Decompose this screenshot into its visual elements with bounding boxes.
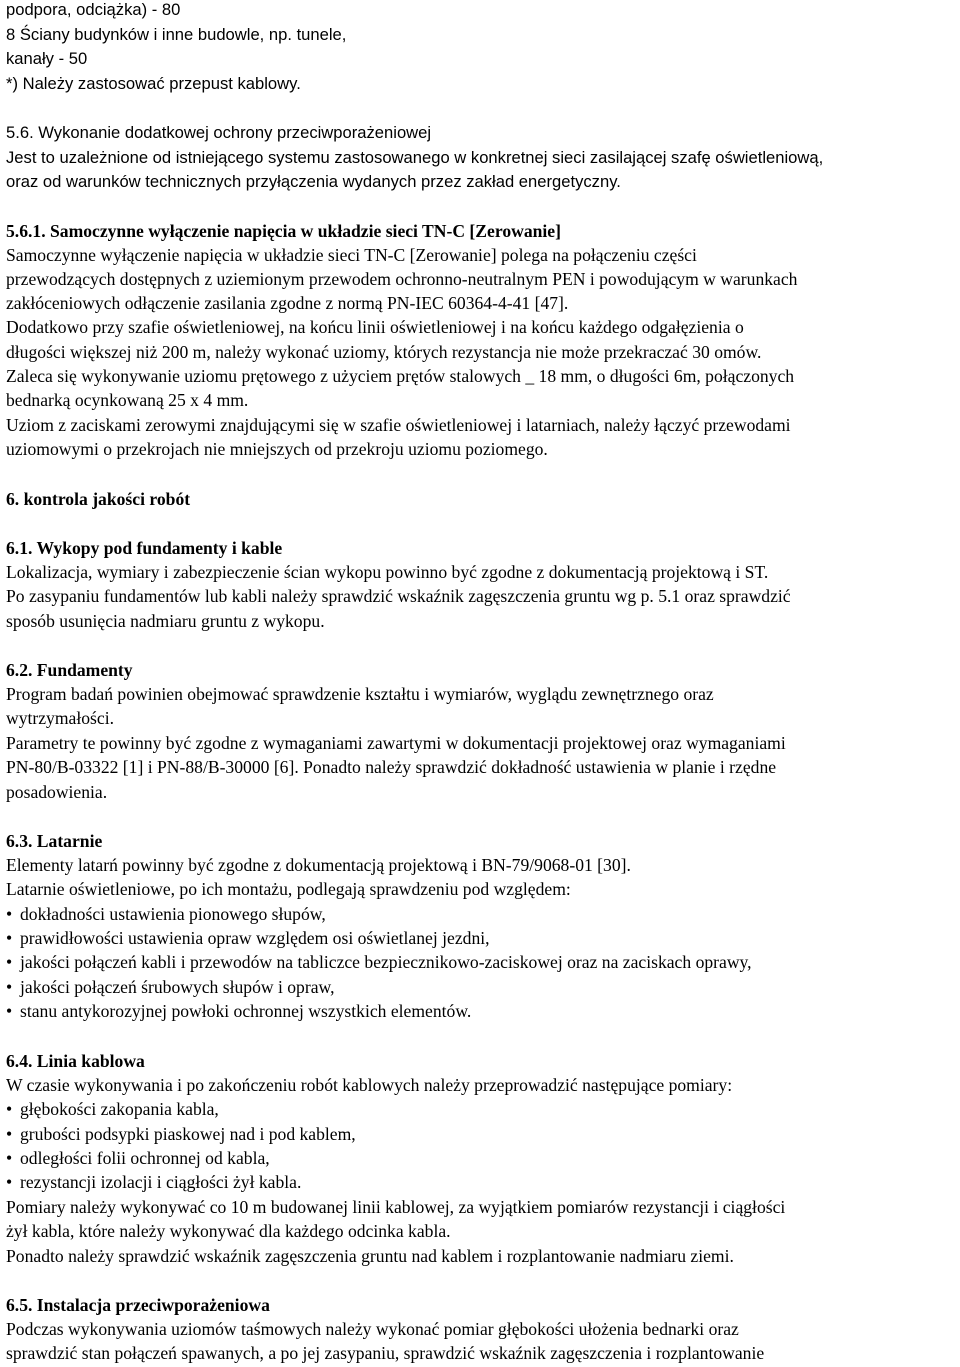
text-line: Podczas wykonywania uziomów taśmowych należy wykonać pomiar głębokości ułożenia bednarki oraz (6, 1319, 739, 1339)
list-item (6, 1147, 270, 1169)
text-line: Po zasypaniu fundamentów lub kabli należy sprawdzić wskaźnik zagęszczenia gruntu wg p. 5.1 oraz sprawdzić (6, 586, 791, 606)
section-heading-6-2: 6.2. Fundamenty (6, 660, 133, 680)
bullet-icon: • (6, 1148, 13, 1168)
list-item-text: jakości połączeń śrubowych słupów i opraw, (20, 977, 335, 997)
list-item (6, 1098, 219, 1120)
text-line: Parametry te powinny być zgodne z wymaganiami zawartymi w dokumentacji projektowej oraz wymaganiami (6, 733, 786, 753)
list-item-text: rezystancji izolacji i ciągłości żył kabla. (20, 1172, 302, 1192)
list-item-text: grubości podsypki piaskowej nad i pod kablem, (20, 1124, 356, 1144)
list-item-text: stanu antykorozyjnej powłoki ochronnej wszystkich elementów. (20, 1001, 472, 1021)
text-line: Jest to uzależnione od istniejącego systemu zastosowanego w konkretnej sieci zasilającej szafę oświetleniową, (6, 148, 824, 167)
list-item-text: dokładności ustawienia pionowego słupów, (20, 904, 326, 924)
list-item-text: głębokości zakopania kabla, (20, 1099, 219, 1119)
list-item (6, 903, 326, 925)
section-heading-6-1: 6.1. Wykopy pod fundamenty i kable (6, 538, 283, 558)
text-line: Dodatkowo przy szafie oświetleniowej, na końcu linii oświetleniowej i na końcu każdego odgałęzienia o (6, 317, 744, 337)
section-heading-6-5: 6.5. Instalacja przeciwporażeniowa (6, 1295, 270, 1315)
bullet-icon: • (6, 952, 13, 972)
text-line: *) Należy zastosować przepust kablowy. (6, 74, 301, 93)
bullet-icon: • (6, 1099, 13, 1119)
bullet-icon: • (6, 977, 13, 997)
text-line: 8 Ściany budynków i inne budowle, np. tunele, (6, 25, 347, 44)
text-line: uziomowymi o przekrojach nie mniejszych od przekroju uziomu poziomego. (6, 439, 548, 459)
list-item-text: odległości folii ochronnej od kabla, (20, 1148, 270, 1168)
text-line: posadowienia. (6, 782, 108, 802)
text-line: Samoczynne wyłączenie napięcia w układzie sieci TN-C [Zerowanie] polega na połączeniu części (6, 245, 697, 265)
text-line: sprawdzić stan połączeń spawanych, a po jej zasypaniu, sprawdzić wskaźnik zagęszczenia i rozplantowanie (6, 1343, 765, 1363)
list-item (6, 1171, 301, 1193)
text-line: Ponadto należy sprawdzić wskaźnik zagęszczenia gruntu nad kablem i rozplantowanie nadmiaru ziemi. (6, 1246, 734, 1266)
text-line: zakłóceniowych odłączenie zasilania zgodne z normą PN-IEC 60364-4-41 [47]. (6, 293, 569, 313)
list-item (6, 951, 752, 973)
list-item-text: prawidłowości ustawienia opraw względem osi oświetlanej jezdni, (20, 928, 490, 948)
text-line: Zaleca się wykonywanie uziomu prętowego z użyciem prętów stalowych _ 18 mm, o długości 6m, połączonych (6, 366, 795, 386)
list-item (6, 976, 335, 998)
text-line: Pomiary należy wykonywać co 10 m budowanej linii kablowej, za wyjątkiem pomiarów rezystancji i ciągłości (6, 1197, 786, 1217)
text-line: sposób usunięcia nadmiaru gruntu z wykopu. (6, 611, 325, 631)
text-line: Uziom z zaciskami zerowymi znajdującymi się w szafie oświetleniowej i latarniach, należy łączyć przewodami (6, 415, 791, 435)
text-line: długości większej niż 200 m, należy wykonać uziomy, których rezystancja nie może przekraczać 30 omów. (6, 342, 762, 362)
text-line: Elementy latarń powinny być zgodne z dokumentacją projektową i BN-79/9068-01 [30]. (6, 855, 631, 875)
text-line: bednarką ocynkowaną 25 x 4 mm. (6, 390, 249, 410)
list-item (6, 1000, 471, 1022)
list-item (6, 1123, 356, 1145)
bullet-icon: • (6, 1124, 13, 1144)
text-line: W czasie wykonywania i po zakończeniu robót kablowych należy przeprowadzić następujące pomiary: (6, 1075, 733, 1095)
section-heading-5-6: 5.6. Wykonanie dodatkowej ochrony przeciwporażeniowej (6, 123, 432, 142)
text-line: podpora, odciążka) - 80 (6, 0, 181, 19)
bullet-icon: • (6, 1172, 13, 1192)
bullet-icon: • (6, 1001, 13, 1021)
bullet-icon: • (6, 928, 13, 948)
section-heading-6-3: 6.3. Latarnie (6, 831, 103, 851)
section-heading-6-4: 6.4. Linia kablowa (6, 1051, 145, 1071)
list-item-text: jakości połączeń kabli i przewodów na tabliczce bezpiecznikowo-zaciskowej oraz na zaciskach oprawy, (20, 952, 752, 972)
section-heading-5-6-1: 5.6.1. Samoczynne wyłączenie napięcia w układzie sieci TN-C [Zerowanie] (6, 221, 561, 241)
text-line: Latarnie oświetleniowe, po ich montażu, podlegają sprawdzeniu pod względem: (6, 879, 571, 899)
text-line: Lokalizacja, wymiary i zabezpieczenie ścian wykopu powinno być zgodne z dokumentacją projektową i ST. (6, 562, 769, 582)
text-line: PN-80/B-03322 [1] i PN-88/B-30000 [6]. Ponadto należy sprawdzić dokładność ustawienia w planie i rzędne (6, 757, 777, 777)
list-item (6, 927, 490, 949)
text-line: przewodzących dostępnych z uziemionym przewodem ochronno-neutralnym PEN i powodującym w warunkach (6, 269, 798, 289)
text-line: Program badań powinien obejmować sprawdzenie kształtu i wymiarów, wyglądu zewnętrznego oraz (6, 684, 714, 704)
text-line: kanały - 50 (6, 49, 88, 68)
bullet-icon: • (6, 904, 13, 924)
section-heading-6: 6. kontrola jakości robót (6, 489, 191, 509)
text-line: wytrzymałości. (6, 708, 114, 728)
text-line: oraz od warunków technicznych przyłączenia wydanych przez zakład energetyczny. (6, 172, 621, 191)
text-line: żył kabla, które należy wykonywać dla każdego odcinka kabla. (6, 1221, 451, 1241)
